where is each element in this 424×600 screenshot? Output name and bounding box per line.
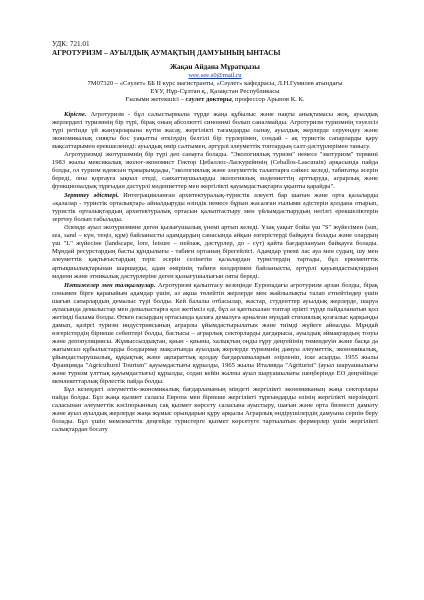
methods-paragraph	[52, 192, 378, 224]
intro-heading: Кіріспе.	[64, 110, 87, 118]
author-affiliation-line-2: ЕҰУ, Нұр-Сұлтан қ., Қазақстан Республикасы	[150, 88, 280, 96]
udk-code: УДК: 721.01	[52, 40, 90, 48]
author-affiliation-line-1: 7М07320 – «Сәулет» ББ II курс магистранты, «Сәулет» кафедрасы, Л.Н.Гумилев атындағы	[87, 80, 343, 87]
results-paragraph	[52, 282, 378, 387]
author-name: Жақан Айдана Мұратқызы	[170, 63, 260, 71]
supervisor-prefix: Ғылыми жетекшісі –	[125, 96, 186, 104]
results-text: Агротуризм қалыптасу кезеңінде Еуропадағы агротуризм арзан болды, бірақ сонымен бірге қарапайым адамдар үшін, аз ақша төлейтін жерлерде мен жайлылықты талап етпейтіндер үшін шағын сапарлардың демалыс түрі болды. Кей балалы отбасылар, жастар, студенттер ауылдық жерлерде, шаруа ауласында демалыстар мен демалыстарға қол жетімсіз еді, бұл аз қаптыхалан топтар ерікті түрде пайдаланатын қол жетімді балама болды. Өткен ғасырдың ортасында қалаға демалуға арналған мүндай стихиялық қозғалыс қарқынды дамып, қазіргі туризм индустриясының аграрлы ұйымдастырылатын және тиімді жүйеге айналды. Мұндай өзгерістердің бірнеше себептері болды, бастысы – аграрлық секторларды дағдарысы, ауылдық әймақтардың тозуы және депопуляциясы. Жұмыссыздықтан, қиын - қиыны, халықтың оңды ғұру деңгейінің төмендеуін және басқа да жағымсыз құбылыстарды болдырмау мақсатында ауылдық жерлерде туризмнің дамуы әлеуметтік, экономикалық, ұйымдастырушылық, құқықтық және ақпараттық қолдау бағдарламаларын әзірленіп, іске асырды. 1955 жылы Францияда "Agriculturel Tourism" қауымдастығы құрылды, 1965 жылы Италияда "Agriturist" (ауыл шаруашылығы және туризм үлттық қауымдастығы) құрылды, содан кейін жалпы ауыл шаруашылығы шеңберінде ЕО деңгейінде мемлекеттарлық бірлестік пайда болды.	[52, 281, 378, 386]
supervisor-name: , профессор Арынов К. К.	[231, 96, 305, 104]
supervisor-degree: сәулет докторы	[185, 96, 232, 104]
results-heading: Нәтижелер мен талқылаулар.	[64, 281, 156, 289]
supervisor-line	[52, 96, 378, 104]
results-paragraph-2: Бұл кезеңдегі әлеуметтік-экономикалық бағдарламаның міндеті жергілікті экономиканың жаңа секторлары пайда болды. Бұл жаңа қызмет саласы Европа мен бірнеше жергілікті тұрғындарды өзінің жергілікті мерзімдегі саласынан әлеуметтік кәсіпорынның сақ қызмет көрсету саласына ауыстыру, шағын және орта бизнесті дамыту және ауыл ауылдық жерлерде жаңа жұмыс орындарын құру арқылы Аграрлық өндірушілердің дамуына серпін беру болады. Бұл үшін мемлекеттік деңгейде туристерге қызмет көрсетуге тартылатын фермерлер үшін жергілікті салықтардан босату	[52, 386, 378, 434]
intro-paragraph	[52, 111, 378, 151]
intro-text: Агротуризм - бұл салыстырмалы түрде жаңа құбылыс және нақты анықтамасы жоқ, ауылдық жерлердегі туризмнің бір түрі, бірақ оның абсолютті синонимі болып саналмайды. Агротуризм туризмнің тәуелсіз түрі ретінде үй жануарларына күтім жасау, жергілікті тағамдарды сынау, ауылдық жерлерде серуендеу және экономикалық сияқты бос уақытты өткізудің белгілі бір түрлерімен, сондай - ақ туристік сапарларды қару мақсаттарымен ерекшеленеді: ауылдық өмір салтымен, әртүрлі әлеуметтік топтардың салт-дәстүрлерімен танысу.	[52, 110, 378, 150]
paper-title: АГРОТУРИЗМ – АУЫЛДЫҚ АУМАҚТЫҢ ДАМУЫНЫҢ ЫНТАСЫ	[52, 49, 281, 57]
methods-heading: Зерттеу әдістері.	[64, 192, 120, 200]
author-email[interactable]: wee.see.s0@mail.ru	[188, 72, 242, 79]
methods-text: Интеграцияланған архитектуралық-туристік әлеуеті бар шағын және орта қалаларды «қалалар - туристік орталықтар» айналдыруды өзіндік немесе бұрын жасалған ғылыми әдістерін қолдана отырып, туристік орталықтардың архитектуралық ортасын қалыптастыру мен үйлымдастырудың негізгі ерекшеліктерін зерттеу болып табылады.	[52, 192, 378, 224]
intro-paragraph-2: Агротуризмді экотуризмнің бір түрі деп санауға болады. "Экологиялық туризм" немесе "экотуризм" термині 1983 жылы мексикалық эколог-экономист Гектор Цебаллос-Ласкурейннің (Ceballos-Lascurain) арқасында пайда болды, ол туризм идеясын тұжырымдады, "экологиялық және әлеуметтік талаптарға сәйкес келеді, табиғатқа әсерін береді, оны қорғауға ықпал етеді, саяхаттаушыларды экологиялық мәдениеттің арттыруда, аграрлық және функционалдық тұрғыдан дәстүрлі мәдениеттер мен жергілікті қауымдастықтарға ұқыпты қарайды".	[52, 150, 378, 191]
methods-paragraph-2: Әлемде ауыл экотуризмине деген қызығушылық үнемі артып келеді. Ұзақ уақыт бойы үш "S" жүйесімен (sun, sea, sand – күн, теңіз, құм) байланысты адамдардың санасында айқын өзгерістерді байқауға болады және олардың үш "L" жүйесіне (landscape, lore, leisure – пейзаж, дәстүрлер, до - сүт) қайта бағдарлануын байқауға болады. Мұндай ресурстардың басты құндылығы - табиғи ортаның бірегейлігі. Адамдар үнемі лас ауа мен судың, шу мен әлеуметтік қақтығыстардың теріс әсерін сезінетін қалалардан туристердің тартады, бұл еркементтік артықшылықтарынан шаршауды, адам өмірінің табиғи көлдерімен байланысты, әртүрлі қауымдастықтардың мәдени және этникалық дәстүрлеріне деген қызығушылығын ояты береді.	[52, 224, 378, 280]
